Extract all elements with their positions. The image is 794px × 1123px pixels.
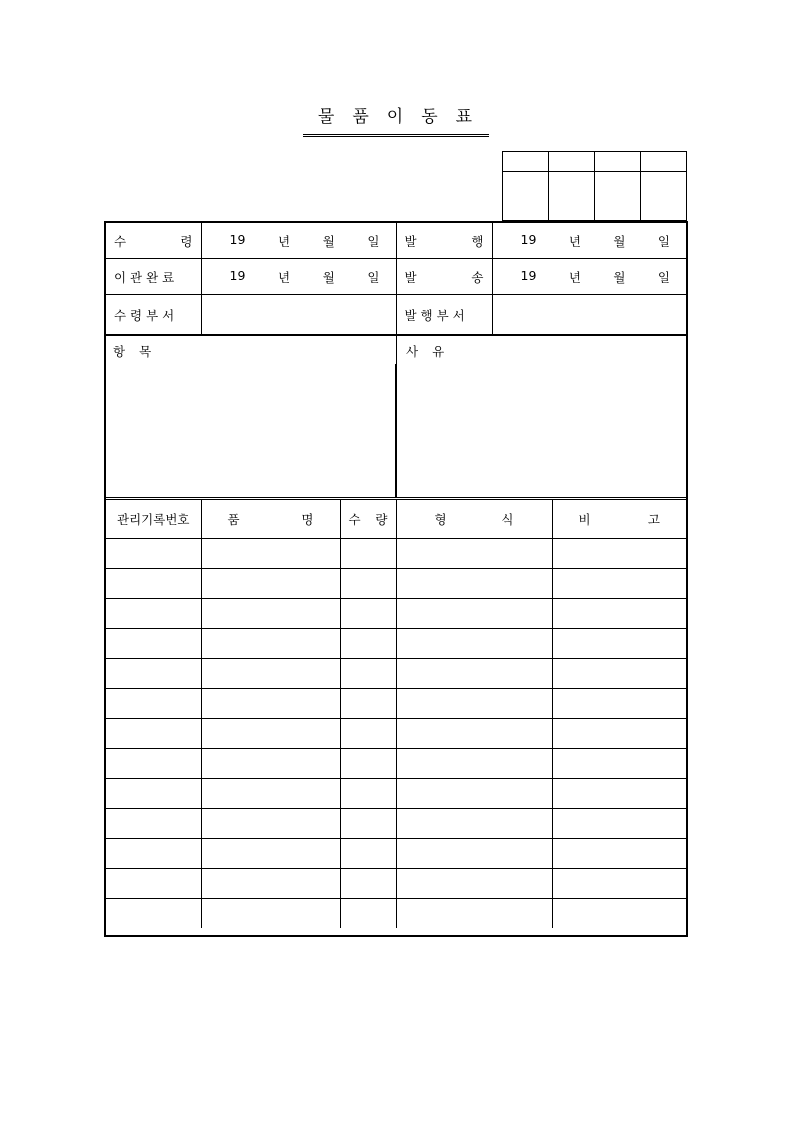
issue-label: 발 행 xyxy=(396,223,492,259)
table-cell[interactable] xyxy=(552,899,686,929)
table-row xyxy=(106,659,686,689)
table-cell[interactable] xyxy=(106,899,201,929)
table-cell[interactable] xyxy=(396,809,552,839)
items-table xyxy=(106,497,686,928)
table-cell[interactable] xyxy=(201,689,340,719)
table-cell[interactable] xyxy=(552,749,686,779)
table-row xyxy=(106,599,686,629)
table-cell[interactable] xyxy=(201,899,340,929)
table-cell[interactable] xyxy=(552,779,686,809)
col-record-no: 관리기록번호 xyxy=(106,499,201,539)
table-cell[interactable] xyxy=(201,749,340,779)
transfer-complete-label: 이 관 완 료 xyxy=(106,259,201,295)
issue-date-field[interactable]: 19 년 월 일 xyxy=(492,223,686,259)
table-cell[interactable] xyxy=(396,719,552,749)
table-cell[interactable] xyxy=(396,659,552,689)
table-cell[interactable] xyxy=(201,539,340,569)
table-cell[interactable] xyxy=(340,899,396,929)
table-cell[interactable] xyxy=(552,629,686,659)
receiving-dept-label: 수 령 부 서 xyxy=(106,295,201,335)
table-row xyxy=(106,539,686,569)
table-cell[interactable] xyxy=(201,779,340,809)
transfer-complete-date-field[interactable]: 19 년 월 일 xyxy=(201,259,396,295)
table-row xyxy=(106,689,686,719)
table-cell[interactable] xyxy=(552,809,686,839)
table-cell[interactable] xyxy=(106,539,201,569)
table-cell[interactable] xyxy=(552,869,686,899)
table-cell[interactable] xyxy=(340,659,396,689)
reason-label: 사 유 xyxy=(406,344,447,359)
table-cell[interactable] xyxy=(340,569,396,599)
table-cell[interactable] xyxy=(340,809,396,839)
table-cell[interactable] xyxy=(396,599,552,629)
table-cell[interactable] xyxy=(201,809,340,839)
table-cell[interactable] xyxy=(396,749,552,779)
table-row xyxy=(106,779,686,809)
table-cell[interactable] xyxy=(106,599,201,629)
table-cell[interactable] xyxy=(396,839,552,869)
table-cell[interactable] xyxy=(201,599,340,629)
table-cell[interactable] xyxy=(396,629,552,659)
table-cell[interactable] xyxy=(201,839,340,869)
col-type: 형 식 xyxy=(396,499,552,539)
receive-label: 수 령 xyxy=(106,223,201,259)
col-note: 비 고 xyxy=(552,499,686,539)
table-cell[interactable] xyxy=(201,719,340,749)
table-cell[interactable] xyxy=(552,659,686,689)
table-row xyxy=(106,839,686,869)
table-cell[interactable] xyxy=(552,839,686,869)
divider-thick xyxy=(395,364,397,498)
table-cell[interactable] xyxy=(396,899,552,929)
table-cell[interactable] xyxy=(106,779,201,809)
table-row xyxy=(106,899,686,929)
table-cell[interactable] xyxy=(340,779,396,809)
col-quantity: 수 량 xyxy=(340,499,396,539)
items-area[interactable] xyxy=(106,336,396,498)
table-body xyxy=(106,539,686,929)
table-cell[interactable] xyxy=(396,869,552,899)
table-cell[interactable] xyxy=(106,629,201,659)
table-header-row xyxy=(106,499,686,539)
send-date-field[interactable]: 19 년 월 일 xyxy=(492,259,686,295)
approval-sign-cell[interactable] xyxy=(549,172,595,221)
table-cell[interactable] xyxy=(201,629,340,659)
table-cell[interactable] xyxy=(106,809,201,839)
table-cell[interactable] xyxy=(552,569,686,599)
approval-header-cell xyxy=(549,152,595,172)
table-cell[interactable] xyxy=(340,599,396,629)
table-cell[interactable] xyxy=(340,629,396,659)
table-cell[interactable] xyxy=(552,599,686,629)
table-cell[interactable] xyxy=(340,719,396,749)
table-cell[interactable] xyxy=(106,719,201,749)
table-cell[interactable] xyxy=(106,569,201,599)
table-row xyxy=(106,869,686,899)
send-label: 발 송 xyxy=(396,259,492,295)
issuing-dept-label: 발 행 부 서 xyxy=(396,295,492,335)
col-item-name: 품 명 xyxy=(201,499,340,539)
table-cell[interactable] xyxy=(106,659,201,689)
approval-header-cell xyxy=(503,152,549,172)
table-cell[interactable] xyxy=(340,689,396,719)
table-cell[interactable] xyxy=(201,659,340,689)
table-row xyxy=(106,629,686,659)
table-cell[interactable] xyxy=(106,839,201,869)
approval-sign-cell[interactable] xyxy=(641,172,687,221)
approval-sign-cell[interactable] xyxy=(503,172,549,221)
approval-box xyxy=(502,151,687,221)
receive-date-field[interactable]: 19 년 월 일 xyxy=(201,223,396,259)
table-row xyxy=(106,749,686,779)
table-cell[interactable] xyxy=(396,779,552,809)
table-row xyxy=(106,719,686,749)
table-row xyxy=(106,569,686,599)
table-cell[interactable] xyxy=(340,869,396,899)
table-cell[interactable] xyxy=(340,539,396,569)
table-cell[interactable] xyxy=(396,539,552,569)
page-title: 물 품 이 동 표 xyxy=(303,104,489,137)
table-cell[interactable] xyxy=(396,689,552,719)
table-cell[interactable] xyxy=(396,569,552,599)
table-cell[interactable] xyxy=(340,839,396,869)
table-cell[interactable] xyxy=(552,719,686,749)
issuing-dept-field[interactable] xyxy=(492,295,686,335)
table-cell[interactable] xyxy=(106,869,201,899)
table-cell[interactable] xyxy=(106,689,201,719)
table-cell[interactable] xyxy=(340,749,396,779)
table-cell[interactable] xyxy=(552,539,686,569)
approval-header-cell xyxy=(595,152,641,172)
details-section xyxy=(106,335,686,498)
approval-header-cell xyxy=(641,152,687,172)
transfer-form xyxy=(104,221,688,937)
table-cell[interactable] xyxy=(106,749,201,779)
table-cell[interactable] xyxy=(201,869,340,899)
receiving-dept-field[interactable] xyxy=(201,295,396,335)
table-cell[interactable] xyxy=(201,569,340,599)
header-table xyxy=(106,223,686,335)
reason-area[interactable] xyxy=(398,336,686,498)
table-row xyxy=(106,809,686,839)
approval-sign-cell[interactable] xyxy=(595,172,641,221)
table-cell[interactable] xyxy=(552,689,686,719)
items-label: 항 목 xyxy=(113,344,154,359)
